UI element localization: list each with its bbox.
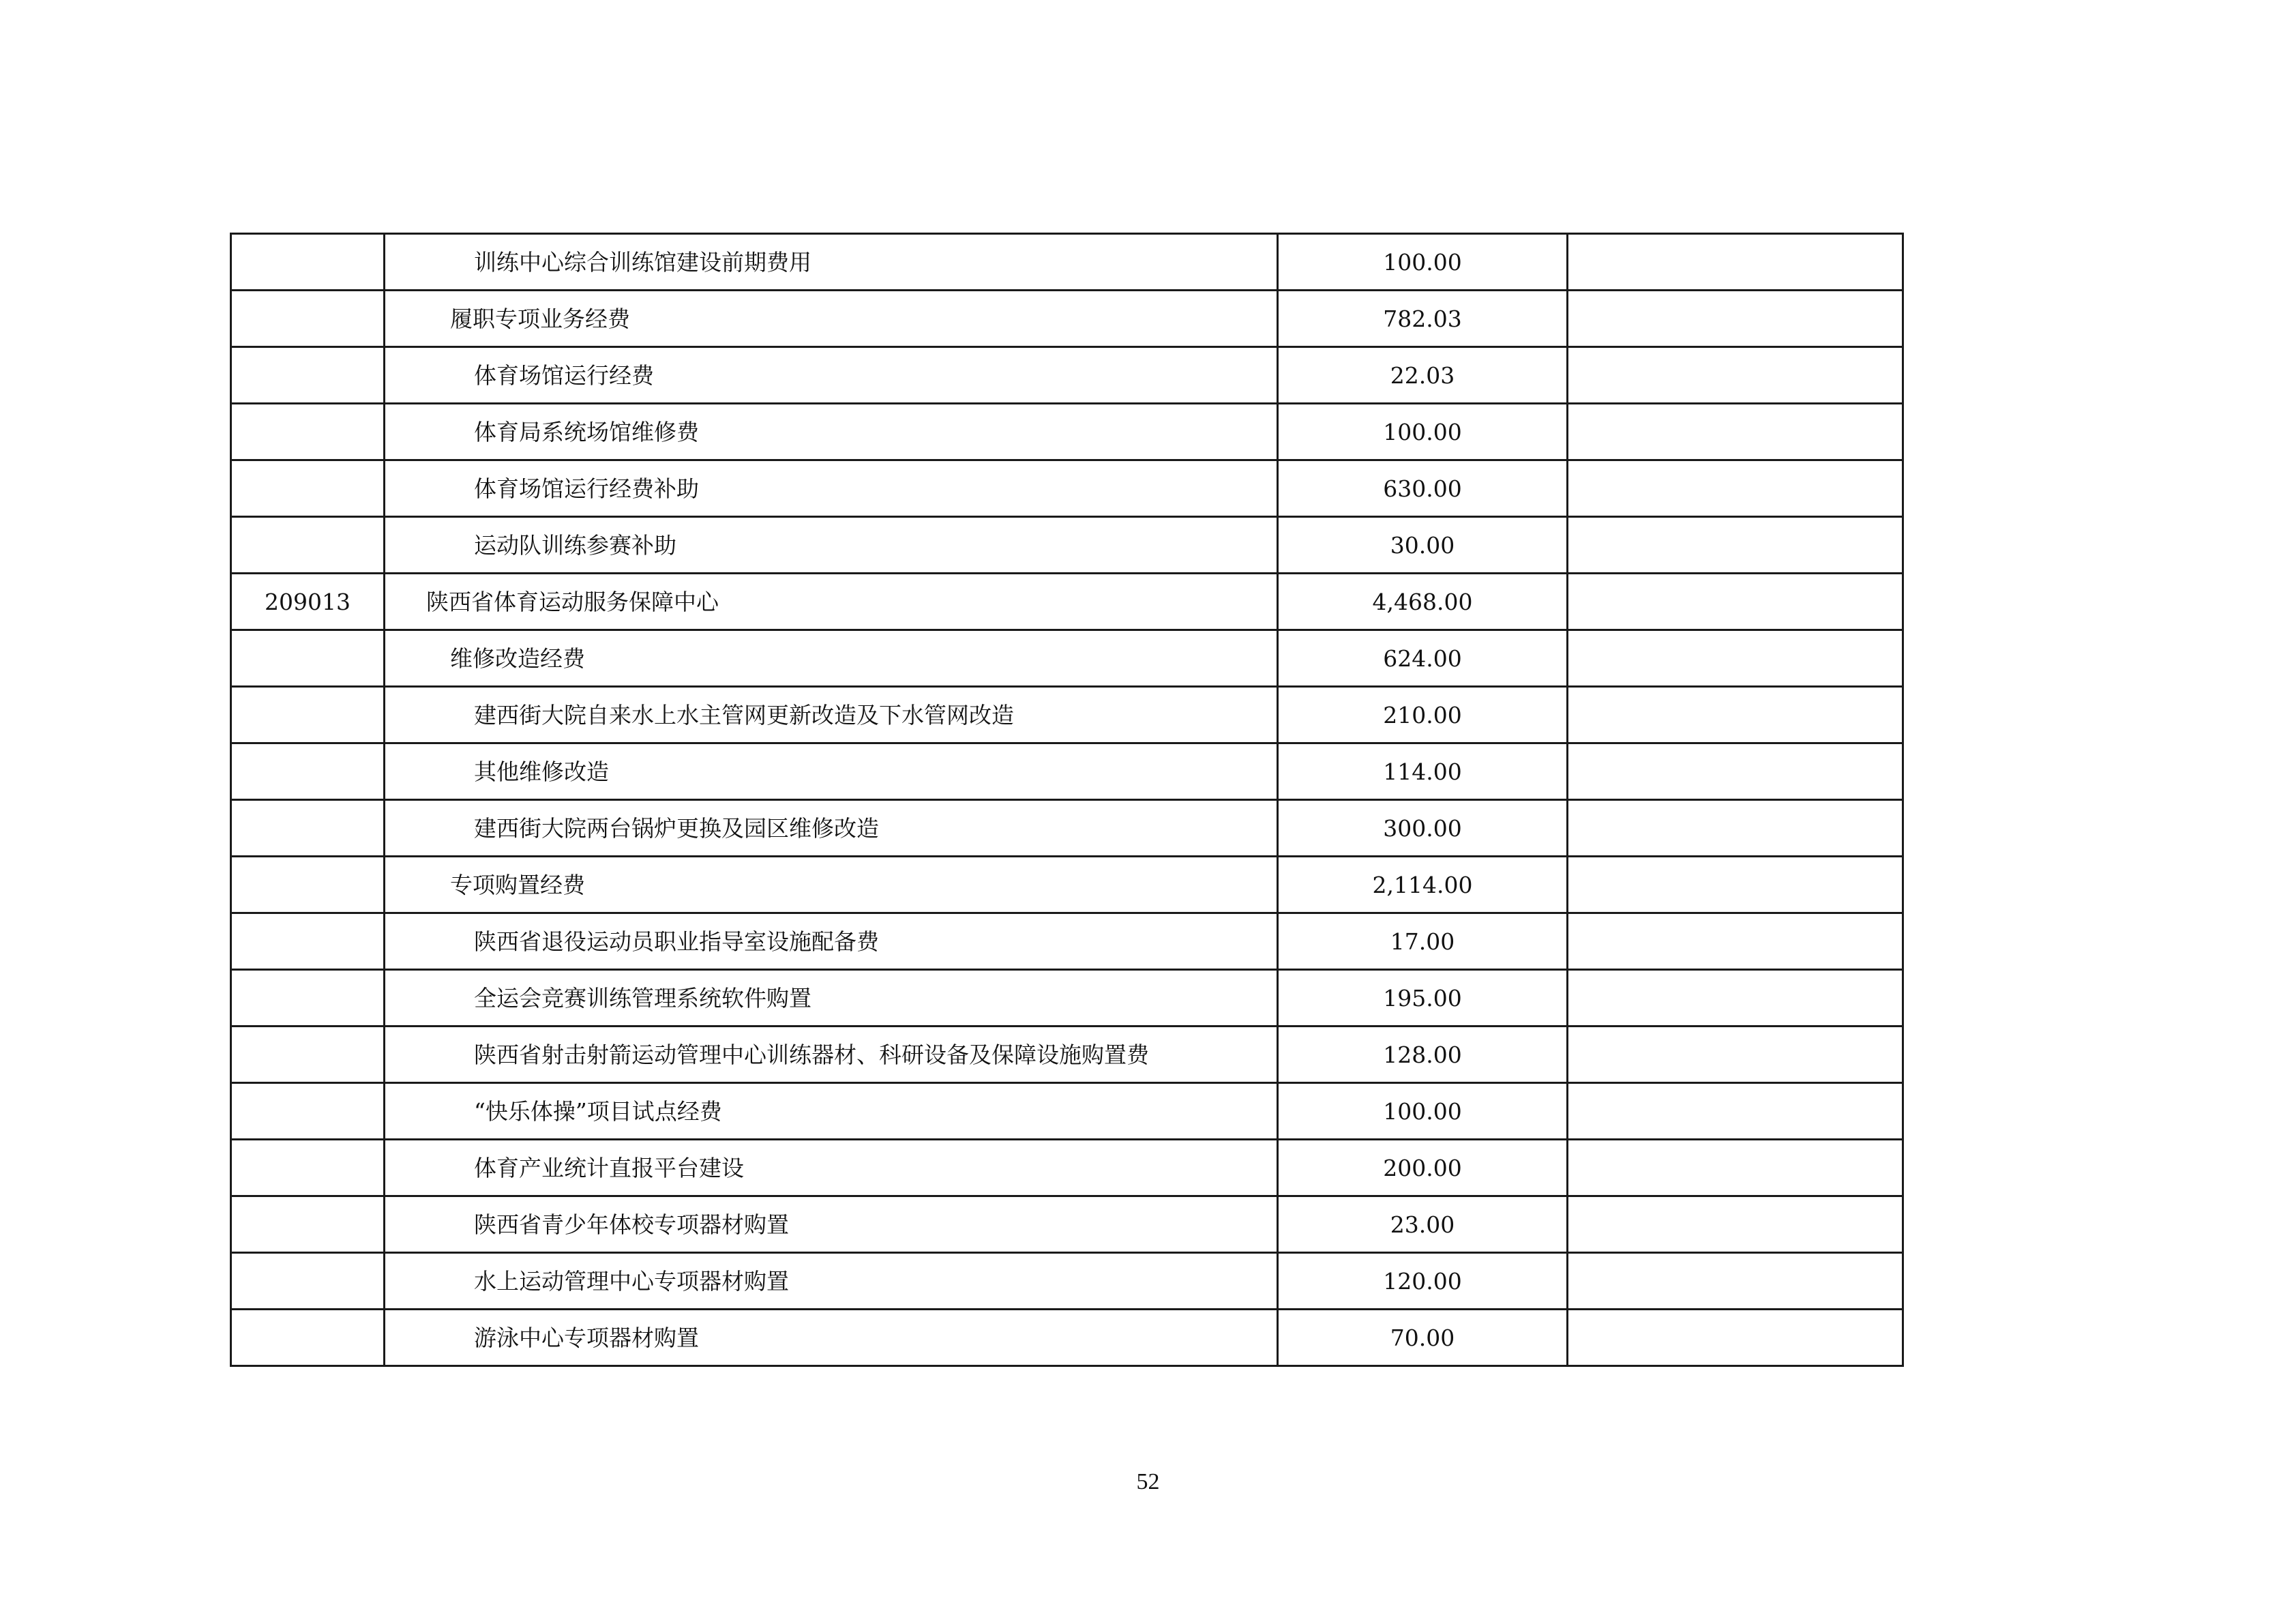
item-name-cell: 陕西省退役运动员职业指导室设施配备费 xyxy=(385,913,1278,970)
amount-cell: 30.00 xyxy=(1278,517,1568,574)
amount-cell: 100.00 xyxy=(1278,404,1568,460)
page-number: 52 xyxy=(1136,1469,1160,1494)
table-row xyxy=(231,1253,1903,1310)
table-row xyxy=(231,1196,1903,1253)
code-cell xyxy=(231,347,385,404)
note-cell xyxy=(1568,1253,1903,1310)
table-row xyxy=(231,800,1903,857)
item-name-cell: 训练中心综合训练馆建设前期费用 xyxy=(385,234,1278,291)
amount-cell: 100.00 xyxy=(1278,1083,1568,1140)
item-name-cell: 体育产业统计直报平台建设 xyxy=(385,1140,1278,1196)
note-cell xyxy=(1568,1140,1903,1196)
code-cell xyxy=(231,1310,385,1366)
note-cell xyxy=(1568,630,1903,687)
item-name-cell: 运动队训练参赛补助 xyxy=(385,517,1278,574)
item-name-cell: 水上运动管理中心专项器材购置 xyxy=(385,1253,1278,1310)
table-row xyxy=(231,574,1903,630)
item-name-cell: 陕西省青少年体校专项器材购置 xyxy=(385,1196,1278,1253)
table-row xyxy=(231,743,1903,800)
table-row xyxy=(231,857,1903,913)
budget-table xyxy=(230,233,1904,1367)
amount-cell: 630.00 xyxy=(1278,460,1568,517)
code-cell: 209013 xyxy=(231,574,385,630)
code-cell xyxy=(231,291,385,347)
code-cell xyxy=(231,1253,385,1310)
item-name-cell: 建西街大院自来水上水主管网更新改造及下水管网改造 xyxy=(385,687,1278,743)
amount-cell: 120.00 xyxy=(1278,1253,1568,1310)
item-name-cell: 履职专项业务经费 xyxy=(385,291,1278,347)
item-name-cell: “快乐体操”项目试点经费 xyxy=(385,1083,1278,1140)
amount-cell: 782.03 xyxy=(1278,291,1568,347)
code-cell xyxy=(231,1027,385,1083)
code-cell xyxy=(231,460,385,517)
code-cell xyxy=(231,970,385,1027)
item-name-cell: 体育场馆运行经费补助 xyxy=(385,460,1278,517)
amount-cell: 4,468.00 xyxy=(1278,574,1568,630)
table-row xyxy=(231,517,1903,574)
amount-cell: 100.00 xyxy=(1278,234,1568,291)
table-row xyxy=(231,630,1903,687)
note-cell xyxy=(1568,970,1903,1027)
note-cell xyxy=(1568,404,1903,460)
note-cell xyxy=(1568,1083,1903,1140)
note-cell xyxy=(1568,1310,1903,1366)
item-name-cell: 体育局系统场馆维修费 xyxy=(385,404,1278,460)
amount-cell: 22.03 xyxy=(1278,347,1568,404)
code-cell xyxy=(231,857,385,913)
amount-cell: 195.00 xyxy=(1278,970,1568,1027)
code-cell xyxy=(231,517,385,574)
amount-cell: 2,114.00 xyxy=(1278,857,1568,913)
table-row xyxy=(231,1310,1903,1366)
note-cell xyxy=(1568,743,1903,800)
amount-cell: 23.00 xyxy=(1278,1196,1568,1253)
amount-cell: 114.00 xyxy=(1278,743,1568,800)
note-cell xyxy=(1568,574,1903,630)
code-cell xyxy=(231,687,385,743)
code-cell xyxy=(231,913,385,970)
item-name-cell: 体育场馆运行经费 xyxy=(385,347,1278,404)
amount-cell: 210.00 xyxy=(1278,687,1568,743)
item-name-cell: 陕西省射击射箭运动管理中心训练器材、科研设备及保障设施购置费 xyxy=(385,1027,1278,1083)
item-name-cell: 游泳中心专项器材购置 xyxy=(385,1310,1278,1366)
code-cell xyxy=(231,800,385,857)
item-name-cell: 其他维修改造 xyxy=(385,743,1278,800)
table-row xyxy=(231,1140,1903,1196)
table-row xyxy=(231,234,1903,291)
table-row xyxy=(231,291,1903,347)
table-row xyxy=(231,347,1903,404)
amount-cell: 17.00 xyxy=(1278,913,1568,970)
code-cell xyxy=(231,234,385,291)
note-cell xyxy=(1568,460,1903,517)
note-cell xyxy=(1568,800,1903,857)
code-cell xyxy=(231,1196,385,1253)
table-row xyxy=(231,1083,1903,1140)
table-row xyxy=(231,404,1903,460)
item-name-cell: 专项购置经费 xyxy=(385,857,1278,913)
code-cell xyxy=(231,1140,385,1196)
table-row xyxy=(231,970,1903,1027)
note-cell xyxy=(1568,913,1903,970)
amount-cell: 128.00 xyxy=(1278,1027,1568,1083)
amount-cell: 70.00 xyxy=(1278,1310,1568,1366)
amount-cell: 200.00 xyxy=(1278,1140,1568,1196)
note-cell xyxy=(1568,291,1903,347)
note-cell xyxy=(1568,517,1903,574)
amount-cell: 624.00 xyxy=(1278,630,1568,687)
note-cell xyxy=(1568,234,1903,291)
code-cell xyxy=(231,404,385,460)
note-cell xyxy=(1568,347,1903,404)
note-cell xyxy=(1568,1196,1903,1253)
budget-table-body xyxy=(231,234,1903,1366)
item-name-cell: 维修改造经费 xyxy=(385,630,1278,687)
item-name-cell: 全运会竞赛训练管理系统软件购置 xyxy=(385,970,1278,1027)
code-cell xyxy=(231,630,385,687)
code-cell xyxy=(231,1083,385,1140)
table-row xyxy=(231,1027,1903,1083)
amount-cell: 300.00 xyxy=(1278,800,1568,857)
note-cell xyxy=(1568,1027,1903,1083)
item-name-cell: 建西街大院两台锅炉更换及园区维修改造 xyxy=(385,800,1278,857)
code-cell xyxy=(231,743,385,800)
table-row xyxy=(231,913,1903,970)
note-cell xyxy=(1568,687,1903,743)
table-row xyxy=(231,460,1903,517)
table-row xyxy=(231,687,1903,743)
item-name-cell: 陕西省体育运动服务保障中心 xyxy=(385,574,1278,630)
note-cell xyxy=(1568,857,1903,913)
